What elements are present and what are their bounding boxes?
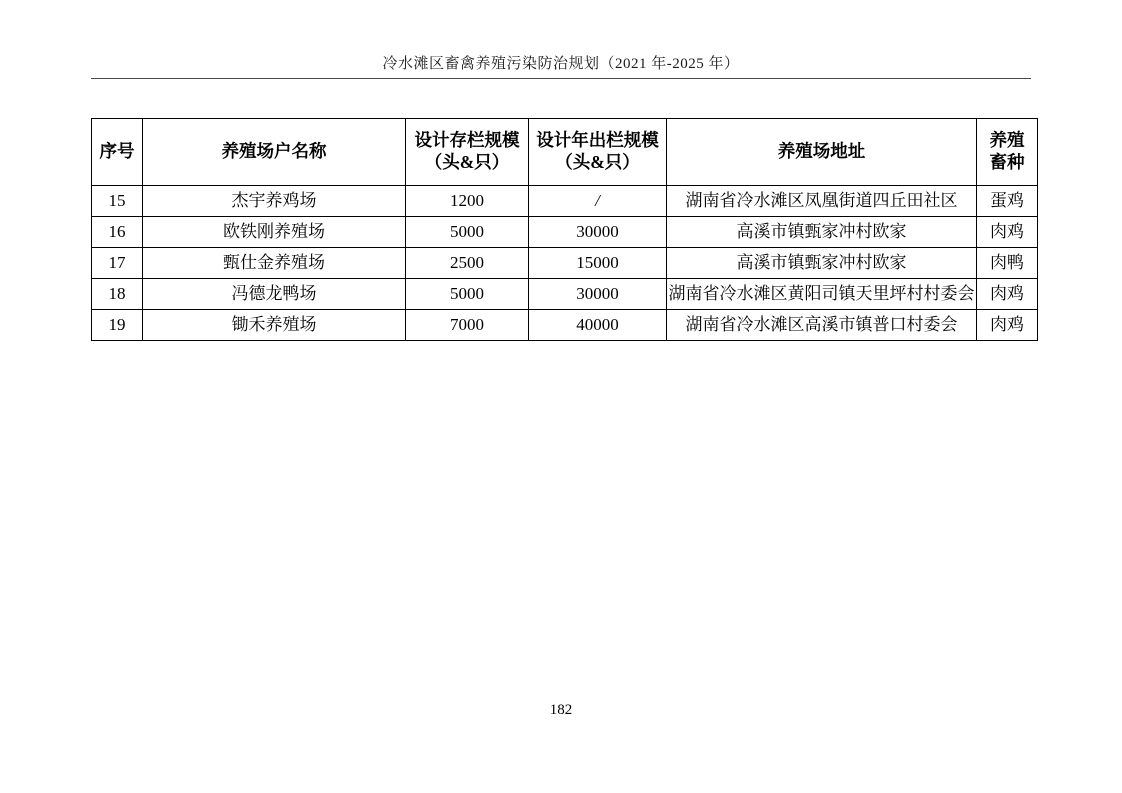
running-header: 冷水滩区畜禽养殖污染防治规划（2021 年-2025 年） <box>382 56 740 72</box>
cell-address: 高溪市镇甄家冲村欧家 <box>667 217 977 248</box>
cell-breed: 肉鸡 <box>977 310 1038 341</box>
cell-design-stock: 7000 <box>406 310 529 341</box>
cell-farm-name: 锄禾养殖场 <box>143 310 406 341</box>
cell-index: 15 <box>92 186 143 217</box>
livestock-farm-table-container <box>91 118 1031 341</box>
cell-breed: 肉鸡 <box>977 217 1038 248</box>
table-header <box>92 119 1038 186</box>
cell-design-annual: 15000 <box>529 248 667 279</box>
cell-index: 16 <box>92 217 143 248</box>
cell-address: 高溪市镇甄家冲村欧家 <box>667 248 977 279</box>
table-row <box>92 217 1038 248</box>
cell-design-annual: 40000 <box>529 310 667 341</box>
column-header-design-stock-line2: （头&只） <box>424 152 510 172</box>
livestock-farm-table <box>91 118 1038 341</box>
cell-address: 湖南省冷水滩区凤凰街道四丘田社区 <box>667 186 977 217</box>
cell-index: 18 <box>92 279 143 310</box>
page-number: 182 <box>549 702 573 718</box>
cell-design-stock: 5000 <box>406 279 529 310</box>
column-header-breed-line2: 畜种 <box>989 152 1025 172</box>
column-header-address: 养殖场地址 <box>667 119 977 186</box>
column-header-design-annual-line1: 设计年出栏规模 <box>536 130 659 151</box>
cell-address: 湖南省冷水滩区高溪市镇普口村委会 <box>667 310 977 341</box>
column-header-design-annual <box>529 119 667 186</box>
cell-farm-name: 甄仕金养殖场 <box>143 248 406 279</box>
column-header-farm-name: 养殖场户名称 <box>143 119 406 186</box>
cell-design-stock: 2500 <box>406 248 529 279</box>
header-divider <box>91 78 1031 79</box>
cell-design-annual: 30000 <box>529 217 667 248</box>
column-header-index: 序号 <box>92 119 143 186</box>
table-row <box>92 186 1038 217</box>
cell-design-annual: / <box>529 186 667 217</box>
cell-farm-name: 杰宇养鸡场 <box>143 186 406 217</box>
cell-breed: 肉鸡 <box>977 279 1038 310</box>
column-header-design-stock-line1: 设计存栏规模 <box>414 130 520 151</box>
table-header-row <box>92 119 1038 186</box>
cell-farm-name: 欧铁刚养殖场 <box>143 217 406 248</box>
table-body <box>92 186 1038 341</box>
column-header-breed <box>977 119 1038 186</box>
cell-design-stock: 5000 <box>406 217 529 248</box>
cell-index: 17 <box>92 248 143 279</box>
cell-design-annual: 30000 <box>529 279 667 310</box>
column-header-breed-line1: 养殖 <box>989 130 1025 151</box>
cell-breed: 蛋鸡 <box>977 186 1038 217</box>
column-header-design-stock <box>406 119 529 186</box>
cell-farm-name: 冯德龙鸭场 <box>143 279 406 310</box>
cell-design-stock: 1200 <box>406 186 529 217</box>
column-header-design-annual-line2: （头&只） <box>555 152 640 172</box>
cell-index: 19 <box>92 310 143 341</box>
cell-address: 湖南省冷水滩区黄阳司镇天里坪村村委会 <box>667 279 977 310</box>
table-row <box>92 279 1038 310</box>
table-row <box>92 248 1038 279</box>
cell-breed: 肉鸭 <box>977 248 1038 279</box>
table-row <box>92 310 1038 341</box>
